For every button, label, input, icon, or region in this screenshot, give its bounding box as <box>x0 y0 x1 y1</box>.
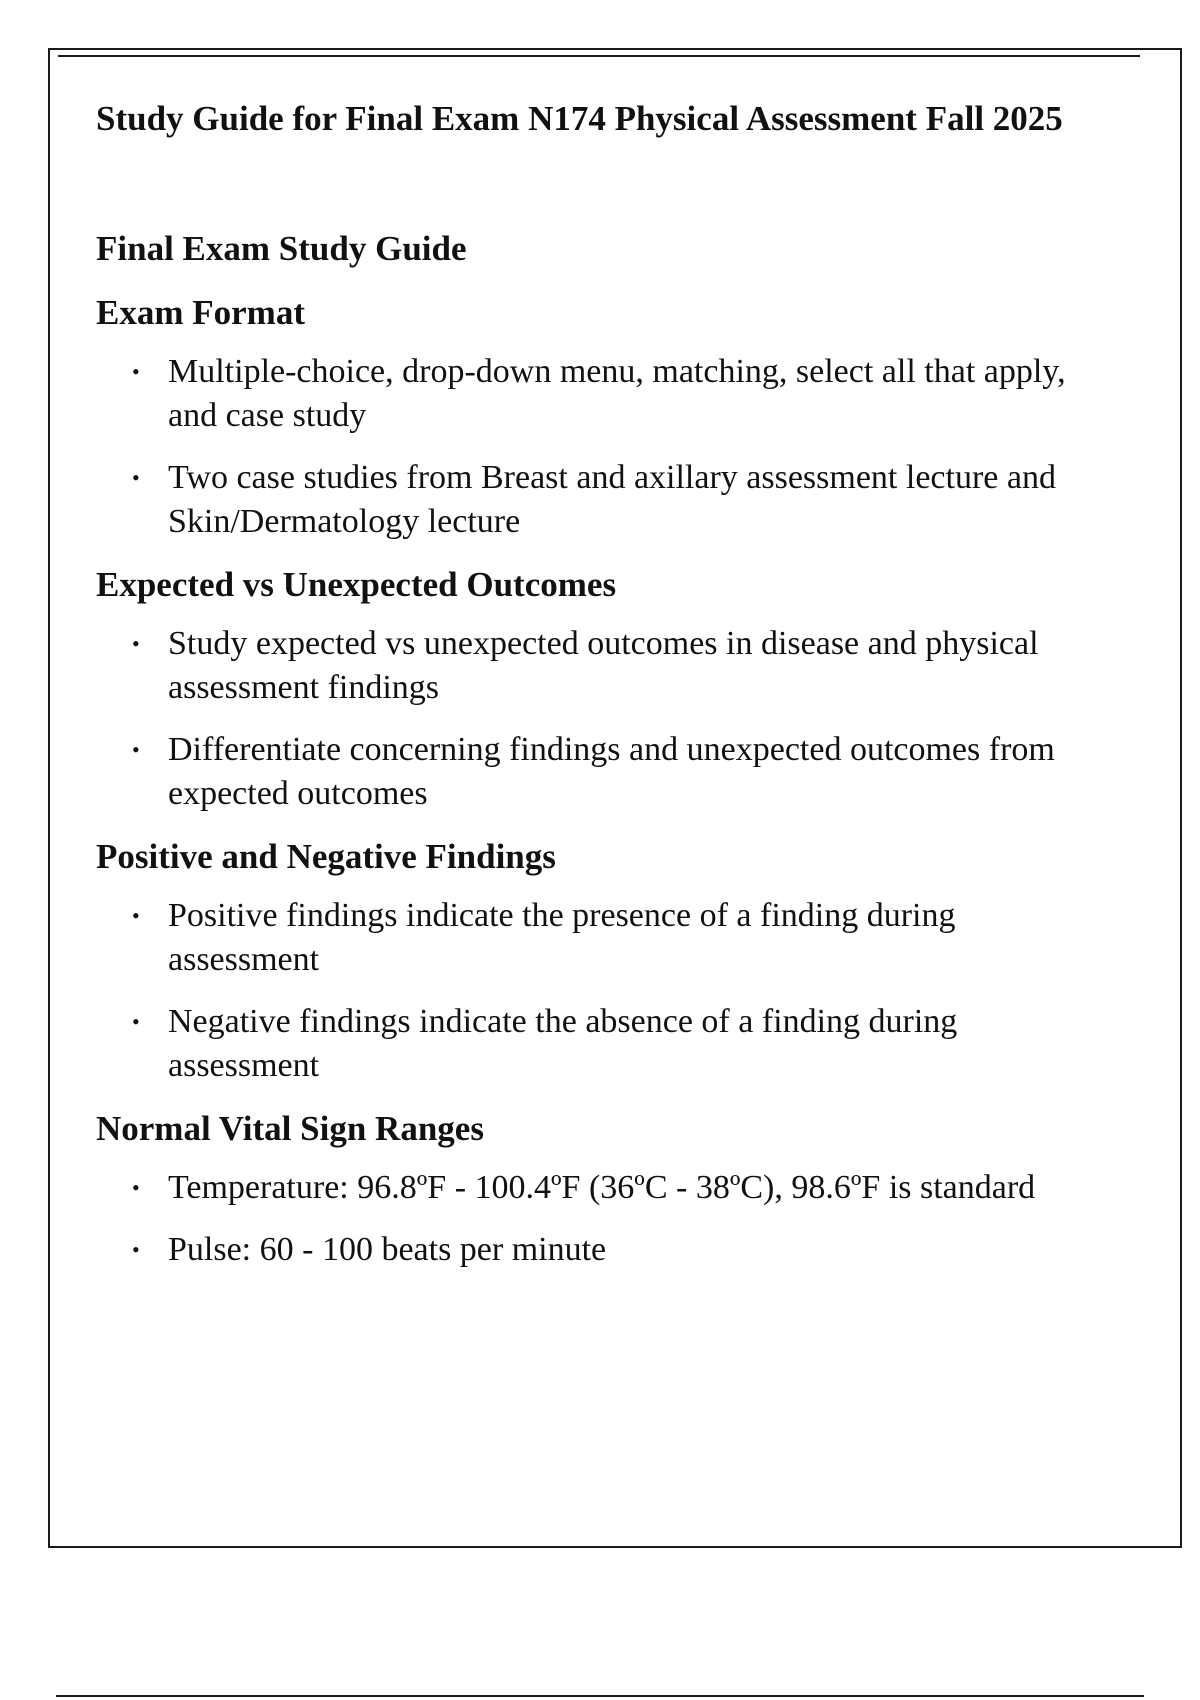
section-exam-format <box>96 290 1086 544</box>
top-double-rule <box>58 55 1140 57</box>
list-item: • Two case studies from Breast and axillary assessment lecture and Skin/Dermatology lecture <box>96 456 1086 544</box>
bullet-list <box>96 894 1086 1088</box>
list-item: • Study expected vs unexpected outcomes in disease and physical assessment findings <box>96 622 1086 710</box>
list-item: • Negative findings indicate the absence of a finding during assessment <box>96 1000 1086 1088</box>
bullet-list <box>96 622 1086 816</box>
list-item: • Positive findings indicate the presence of a finding during assessment <box>96 894 1086 982</box>
study-guide-title: Final Exam Study Guide <box>96 229 467 268</box>
section-heading: Exam Format <box>96 293 305 332</box>
section-expected-vs-unexpected <box>96 562 1086 816</box>
section-positive-negative-findings <box>96 834 1086 1088</box>
section-heading: Normal Vital Sign Ranges <box>96 1109 484 1148</box>
list-item: • Pulse: 60 - 100 beats per minute <box>96 1228 1086 1272</box>
document-content <box>96 96 1086 1290</box>
section-vital-sign-ranges <box>96 1106 1086 1272</box>
bullet-list <box>96 1166 1086 1272</box>
bottom-rule <box>56 1695 1144 1697</box>
bullet-list <box>96 350 1086 544</box>
section-heading: Positive and Negative Findings <box>96 837 556 876</box>
section-heading: Expected vs Unexpected Outcomes <box>96 565 617 604</box>
list-item: • Multiple-choice, drop-down menu, matching, select all that apply, and case study <box>96 350 1086 438</box>
document-title: Study Guide for Final Exam N174 Physical Assessment Fall 2025 <box>96 99 1063 138</box>
list-item: • Temperature: 96.8ºF - 100.4ºF (36ºC - 38ºC), 98.6ºF is standard <box>96 1166 1086 1210</box>
list-item: • Differentiate concerning findings and unexpected outcomes from expected outcomes <box>96 728 1086 816</box>
